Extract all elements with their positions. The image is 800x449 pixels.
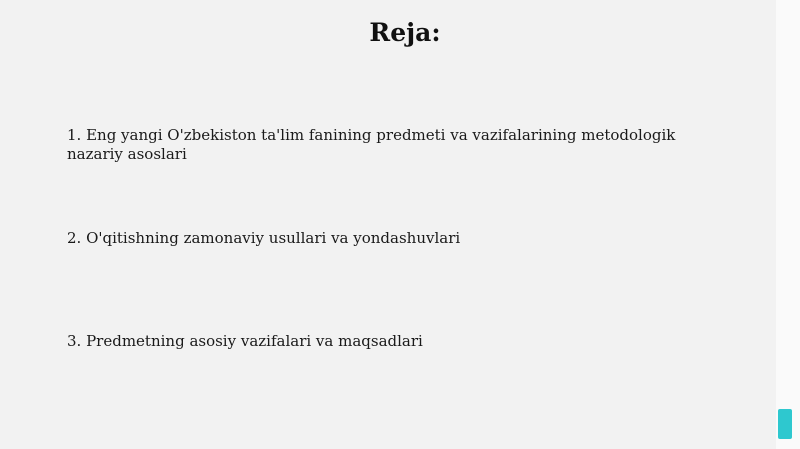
slide-title: Reja: — [369, 18, 441, 47]
plan-item-1: 1. Eng yangi O'zbekiston ta'lim fanining predmeti va vazifalarining metodologik nazariy asoslari — [67, 126, 676, 163]
scrollbar-thumb[interactable] — [778, 409, 792, 439]
plan-item-2: 2. O'qitishning zamonaviy usullari va yondashuvlari — [67, 229, 461, 247]
plan-item-3: 3. Predmetning asosiy vazifalari va maqsadlari — [67, 332, 423, 350]
vertical-scrollbar[interactable] — [776, 0, 800, 449]
